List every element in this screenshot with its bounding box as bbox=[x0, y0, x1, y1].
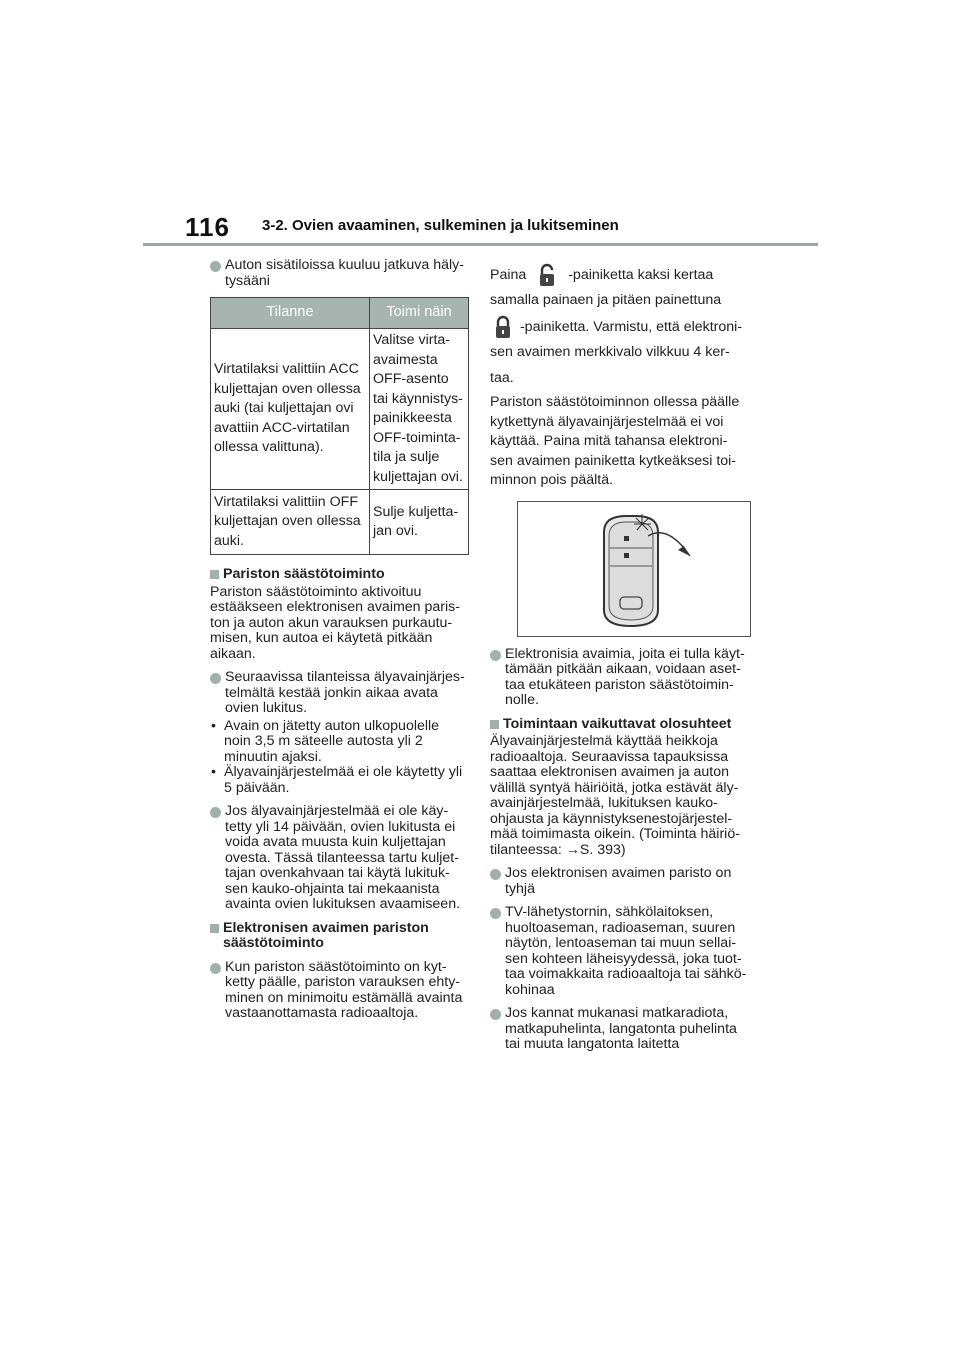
table-cell: Virtatilaksi valittiin OFF kuljettajan oven ollessa auki. bbox=[211, 490, 370, 555]
instruction-line-5: taa. bbox=[490, 369, 514, 386]
key-battery-bullet: Kun pariston säästötoiminto on kyt- ketty päälle, pariston varauksen ehty- minen on minimoitu estämällä avainta vastaanottamasta radioaaltoja. bbox=[210, 960, 472, 1022]
table-cell: Virtatilaksi valittiin ACC kuljettajan oven ollessa auki (tai kuljettajan ovi avattiin ACC-virtatilan ollessa valittuna). bbox=[211, 329, 370, 490]
tv-tower-bullet: TV-lähetystornin, sähkölaitoksen, huoltoaseman, radioaseman, suuren näytön, lentoaseman tai muun sellai- sen kohteen läheisyydessä, joka tuot- taa voimakkaita radioaaltoja tai sähkö- kohinaa bbox=[490, 905, 760, 998]
empty-battery-bullet: Jos elektronisen avaimen paristo on tyhjä bbox=[490, 866, 760, 897]
sub-item-5-days: • Älyavainjärjestelmää ei ole käytetty yli 5 päivään. bbox=[210, 765, 472, 796]
key-battery-saving-heading: Elektronisen avaimen pariston säästötoiminto bbox=[210, 921, 472, 952]
page-number: 116 bbox=[185, 212, 230, 242]
battery-note-paragraph: Pariston säästötoiminnon ollessa päälle kytkettynä älyavainjärjestelmää ei voi käyttää. Paina mitä tahansa elektroni- sen avaimen painiketta kytkeäksesi toi- minnon pois päältä. bbox=[490, 394, 740, 488]
table-cell: Sulje kuljetta- jan ovi. bbox=[370, 490, 469, 555]
portable-radio-bullet: Jos kannat mukanasi matkaradiota, matkapuhelinta, langatonta puhelinta tai muuta langatonta laitetta bbox=[490, 1006, 760, 1053]
instruction-line-2: samalla painaen ja pitäen painettuna bbox=[490, 292, 722, 309]
instruction-line-4: sen avaimen merkkivalo vilkkuu 4 ker- bbox=[490, 344, 730, 360]
long-storage-bullet: Elektronisia avaimia, joita ei tulla käyt- tämään pitkään aikaan, voidaan aset- taa etukäteen pariston säästötoimin- nolle. bbox=[490, 647, 760, 709]
situations-bullet: Seuraavissa tilanteissa älyavainjärjes- telmältä kestää jonkin aikaa avata ovien lukitus. bbox=[210, 670, 472, 717]
smart-key-fob-icon bbox=[518, 502, 750, 636]
14-days-bullet: Jos älyavainjärjestelmää ei ole käy- tetty yli 14 päivään, ovien lukitusta ei voida avata muusta kuin kuljettajan ovesta. Tässä tilanteessa tartu kuljet- tajan ovenkahvaan tai käytä lukituk- sen kauko-ohjainta tai mekaanista avainta ovien lukituksen avaamiseen. bbox=[210, 804, 472, 913]
situation-table bbox=[210, 297, 469, 555]
table-row bbox=[211, 329, 469, 490]
header-rule bbox=[143, 243, 818, 246]
section-title: 3-2. Ovien avaaminen, sulkeminen ja lukitseminen bbox=[262, 217, 619, 234]
right-column bbox=[490, 262, 760, 1061]
conditions-paragraph: Älyavainjärjestelmä käyttää heikkoja radioaaltoja. Seuraavissa tapauksissa saattaa elektronisen avaimen ja auton välillä syntyä häiriöitä, jotka estävät äly- avainjärjestelmää, lukituksen kauko- ohjausta ja käynnistyksenestojärjestel- mää toimimasta oikein. (Toiminta häiriö- tilanteessa: →S. 393) bbox=[490, 733, 740, 858]
lock-icon bbox=[490, 314, 516, 340]
press-instruction-line: Paina -painiketta kaksi kertaa bbox=[490, 262, 760, 288]
alarm-bullet: Auton sisätiloissa kuuluu jatkuva häly- tysääni bbox=[210, 258, 472, 289]
sub-item-outside: • Avain on jätetty auton ulkopuolelle noin 3,5 m säteelle autosta yli 2 minuutin ajaksi. bbox=[210, 719, 472, 766]
table-header-action: Toimi näin bbox=[370, 298, 469, 329]
table-header-situation: Tilanne bbox=[211, 298, 370, 329]
key-fob-figure bbox=[517, 501, 751, 637]
battery-saving-paragraph: Pariston säästötoiminto aktivoituu estääkseen elektronisen avaimen paris- ton ja auton akun varauksen purkautu- misen, kun autoa ei käytetä pitkään aikaan. bbox=[210, 583, 460, 662]
table-row bbox=[211, 490, 469, 555]
table-cell: Valitse virta- avaimesta OFF-asento tai käynnistys- painikkeesta OFF-toiminta- tila ja sulje kuljettajan ovi. bbox=[370, 329, 469, 490]
left-column bbox=[210, 258, 472, 1030]
instruction-line-3: -painiketta. Varmistu, että elektroni- bbox=[490, 314, 760, 340]
battery-saving-heading: Pariston säästötoiminto bbox=[210, 567, 472, 583]
unlock-icon bbox=[534, 262, 560, 288]
conditions-heading: Toimintaan vaikuttavat olosuhteet bbox=[490, 717, 760, 733]
